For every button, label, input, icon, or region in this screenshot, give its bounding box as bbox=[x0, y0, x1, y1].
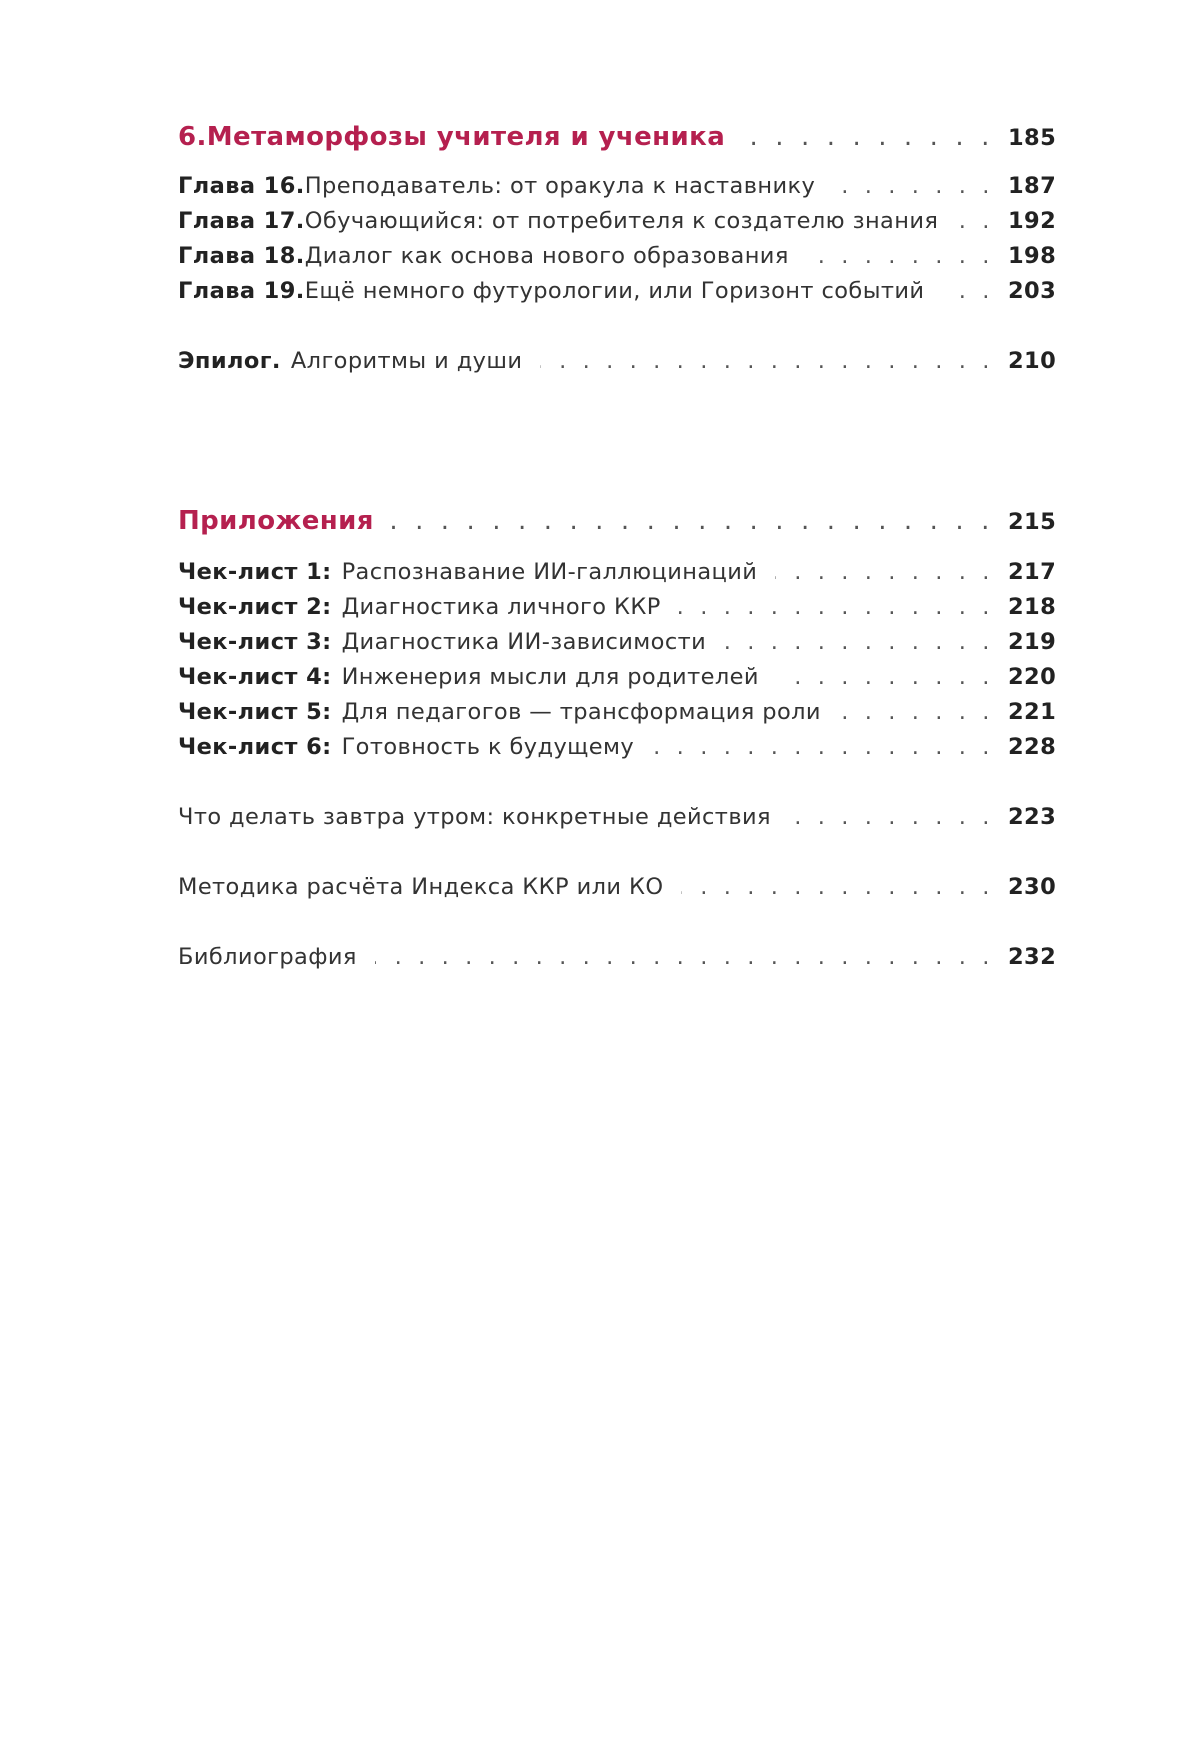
checklist-label: Чек-лист 1: bbox=[178, 559, 332, 585]
leader-dots bbox=[681, 874, 994, 900]
toc-entry-chapter[interactable] bbox=[178, 278, 1057, 312]
toc-entry-checklist[interactable] bbox=[178, 559, 1057, 593]
toc-entry-checklist[interactable] bbox=[178, 629, 1057, 663]
page-number: 185 bbox=[1008, 125, 1057, 151]
leader-dots bbox=[807, 243, 994, 269]
page-number: 203 bbox=[1008, 278, 1057, 304]
leader-dots bbox=[731, 122, 994, 152]
checklist-title: Распознавание ИИ-галлюцинаций bbox=[341, 559, 758, 585]
leader-dots bbox=[956, 208, 994, 234]
page-number: 217 bbox=[1008, 559, 1057, 585]
chapter-label: Глава 16. bbox=[178, 173, 305, 199]
checklist-title: Для педагогов — трансформация роли bbox=[341, 699, 821, 725]
leader-dots bbox=[777, 664, 994, 690]
leader-dots bbox=[679, 594, 994, 620]
leader-dots bbox=[775, 559, 994, 585]
chapter-title: Диалог как основа нового образования bbox=[304, 243, 789, 269]
leader-dots bbox=[724, 629, 994, 655]
appendix-title: Приложения bbox=[178, 506, 374, 536]
checklist-title: Готовность к будущему bbox=[341, 734, 635, 760]
toc-entry-extra[interactable] bbox=[178, 804, 1057, 838]
leader-dots bbox=[375, 944, 994, 970]
checklist-title: Диагностика ИИ-зависимости bbox=[341, 629, 707, 655]
leader-dots bbox=[392, 506, 994, 536]
chapter-title: Обучающийся: от потребителя к создателю знания bbox=[304, 208, 939, 234]
part-number: 6. bbox=[178, 122, 207, 152]
toc-entry-chapter[interactable] bbox=[178, 243, 1057, 277]
toc-entry-epilogue[interactable] bbox=[178, 348, 1057, 382]
page-number: 230 bbox=[1008, 874, 1057, 900]
page-number: 221 bbox=[1008, 699, 1057, 725]
page-number: 215 bbox=[1008, 509, 1057, 535]
checklist-label: Чек-лист 3: bbox=[178, 629, 332, 655]
toc-entry-extra[interactable] bbox=[178, 944, 1057, 978]
page-number: 210 bbox=[1008, 348, 1057, 374]
leader-dots bbox=[833, 173, 994, 199]
checklist-title: Диагностика личного ККР bbox=[341, 594, 661, 620]
page-number: 187 bbox=[1008, 173, 1057, 199]
chapter-title: Преподаватель: от оракула к наставнику bbox=[304, 173, 816, 199]
chapter-title: Ещё немного футурологии, или Горизонт событий bbox=[304, 278, 925, 304]
leader-dots bbox=[652, 734, 994, 760]
page-number: 220 bbox=[1008, 664, 1057, 690]
chapter-label: Глава 18. bbox=[178, 243, 305, 269]
chapter-label: Глава 19. bbox=[178, 278, 305, 304]
page-number: 198 bbox=[1008, 243, 1057, 269]
checklist-title: Инженерия мысли для родителей bbox=[341, 664, 759, 690]
toc-entry-extra[interactable] bbox=[178, 874, 1057, 908]
toc-entry-checklist[interactable] bbox=[178, 664, 1057, 698]
checklist-label: Чек-лист 4: bbox=[178, 664, 332, 690]
page-number: 218 bbox=[1008, 594, 1057, 620]
page-number: 219 bbox=[1008, 629, 1057, 655]
leader-dots bbox=[839, 699, 994, 725]
extra-title: Что делать завтра утром: конкретные действия bbox=[178, 804, 771, 830]
toc-entry-checklist[interactable] bbox=[178, 594, 1057, 628]
part-title: Метаморфозы учителя и ученика bbox=[206, 122, 726, 152]
extra-title: Методика расчёта Индекса ККР или КО bbox=[178, 874, 664, 900]
checklist-label: Чек-лист 5: bbox=[178, 699, 332, 725]
toc-entry-checklist[interactable] bbox=[178, 699, 1057, 733]
toc-entry-checklist[interactable] bbox=[178, 734, 1057, 768]
epilogue-label: Эпилог. bbox=[178, 348, 281, 374]
toc-part-heading[interactable] bbox=[178, 122, 1057, 156]
page-number: 228 bbox=[1008, 734, 1057, 760]
leader-dots bbox=[942, 278, 994, 304]
page-number: 192 bbox=[1008, 208, 1057, 234]
toc-appendix-heading[interactable] bbox=[178, 506, 1057, 540]
epilogue-title: Алгоритмы и души bbox=[290, 348, 523, 374]
leader-dots bbox=[540, 348, 994, 374]
checklist-label: Чек-лист 6: bbox=[178, 734, 332, 760]
leader-dots bbox=[789, 804, 994, 830]
checklist-label: Чек-лист 2: bbox=[178, 594, 332, 620]
page-number: 223 bbox=[1008, 804, 1057, 830]
toc-entry-chapter[interactable] bbox=[178, 173, 1057, 207]
extra-title: Библиография bbox=[178, 944, 357, 970]
page-number: 232 bbox=[1008, 944, 1057, 970]
chapter-label: Глава 17. bbox=[178, 208, 305, 234]
toc-entry-chapter[interactable] bbox=[178, 208, 1057, 242]
